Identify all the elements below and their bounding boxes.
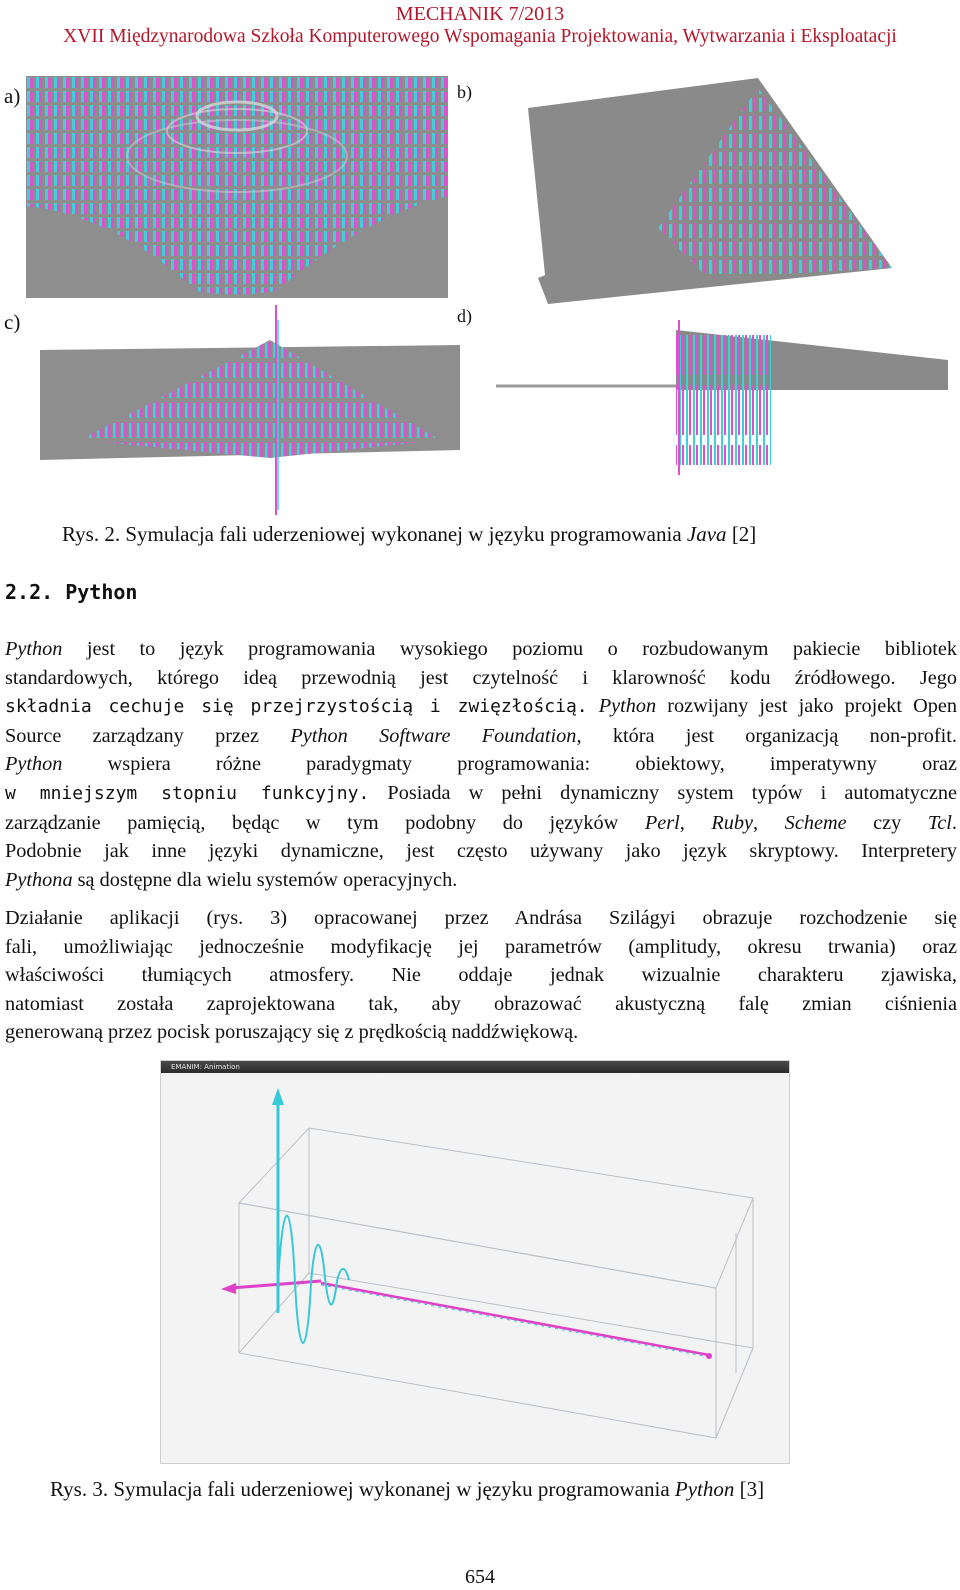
text: Source zarządzany przez [5, 724, 291, 747]
figure-3-caption-text: Rys. 3. Symulacja fali uderzeniowej wykonanej w języku programowania [50, 1477, 675, 1501]
text: , [679, 811, 712, 834]
text: są dostępne dla wielu systemów operacyjnych. [72, 868, 458, 891]
figure-2-caption-text: Rys. 2. Symulacja fali uderzeniowej wykonanej w języku programowania [62, 522, 687, 546]
italic-term: Python [5, 638, 63, 660]
figure-2-caption-java: Java [686, 522, 727, 546]
para1-line [5, 664, 957, 693]
text: , która jest organizacją non-profit. [576, 724, 957, 747]
italic-term: Scheme [784, 811, 847, 834]
para1-line [5, 809, 957, 838]
text: , [753, 811, 785, 834]
text: standardowych, którego ideą przewodnią jest czytelność i klarowność kodu źródłowego. Jego [5, 666, 957, 689]
italic-term: Python [5, 753, 63, 776]
section-number: 2.2. [5, 580, 54, 604]
text: Posiada w pełni dynamiczny system typów i automatyczne [369, 781, 957, 804]
journal-header: MECHANIK 7/2013 [395, 3, 565, 25]
para2-line: fali, umożliwiając jednocześnie modyfikację jej parametrów (amplitudy, okresu trwania) oraz [5, 935, 957, 958]
italic-term: Pythona [5, 868, 73, 891]
paragraph-application [5, 904, 957, 1047]
window-title: EMANIM: Animation [171, 1063, 240, 1071]
text: czy [846, 811, 928, 834]
panel-label-a: a) [4, 84, 21, 108]
figure-2d-image [496, 320, 948, 480]
figure-2b-image [528, 78, 892, 304]
text: składnia cechuje się przejrzystością i zwięzłością. [5, 696, 588, 718]
figure-3-caption-python: Python [674, 1477, 735, 1501]
paragraph-python-intro [5, 635, 957, 894]
para1-line [5, 692, 957, 722]
italic-term: Python [587, 695, 657, 718]
section-title: Python [65, 580, 138, 604]
figure-2-caption [62, 522, 756, 547]
para1-line [5, 866, 957, 895]
para1-line [5, 779, 957, 809]
figure-3-caption [50, 1477, 764, 1502]
text: jest to język programowania wysokiego poziomu o rozbudowanym pakiecie bibliotek [62, 638, 957, 660]
italic-term: Perl [644, 811, 680, 834]
panel-label-d: d) [457, 306, 472, 326]
figure-2-caption-ref: [2] [726, 522, 757, 546]
section-heading [5, 580, 137, 604]
figure-3-window [160, 1060, 790, 1464]
window-titlebar [161, 1061, 789, 1073]
text: zarządzanie pamięcią, będąc w tym podobny do języków [5, 811, 645, 834]
para2-line: Działanie aplikacji (rys. 3) opracowanej przez Andrása Szilágyi obrazuje rozchodzenie się [5, 907, 957, 929]
page-number: 654 [465, 1566, 495, 1588]
figure-3-caption-ref: [3] [734, 1477, 765, 1501]
panel-label-b: b) [457, 82, 472, 102]
text: wspiera różne paradygmaty programowania: obiektowy, imperatywny oraz [62, 753, 957, 776]
panel-label-c: c) [4, 310, 21, 334]
para2-line: właściwości tłumiących atmosfery. Nie oddaje jednak wizualnie charakteru zjawiska, [5, 964, 957, 987]
text: . [951, 811, 957, 834]
para2-line: generowaną przez pocisk poruszający się z prędkością naddźwiękową. [5, 1021, 579, 1044]
italic-term: Python Software Foundation [290, 724, 577, 747]
text: rozwijany jest jako projekt Open [656, 695, 958, 718]
para1-line [5, 722, 957, 751]
italic-term: Ruby [711, 811, 754, 834]
para1-line [5, 635, 957, 664]
italic-term: Tcl [927, 811, 952, 834]
para1-line [5, 837, 957, 866]
figure-2c-image [40, 300, 460, 520]
conference-header: XVII Międzynarodowa Szkoła Komputerowego Wspomagania Projektowania, Wytwarzania i Eksploatacji [63, 26, 897, 47]
figure-2a-image [26, 76, 448, 298]
para2-line: natomiast została zaprojektowana tak, aby obrazować akustyczną falę zmian ciśnienia [5, 992, 957, 1015]
text: Podobnie jak inne języki dynamiczne, jest często używany jako język skryptowy. Interpretery [5, 840, 957, 863]
para1-line [5, 750, 957, 779]
figure-3-animation [161, 1073, 789, 1463]
text: w mniejszym stopniu funkcyjny. [5, 782, 370, 804]
